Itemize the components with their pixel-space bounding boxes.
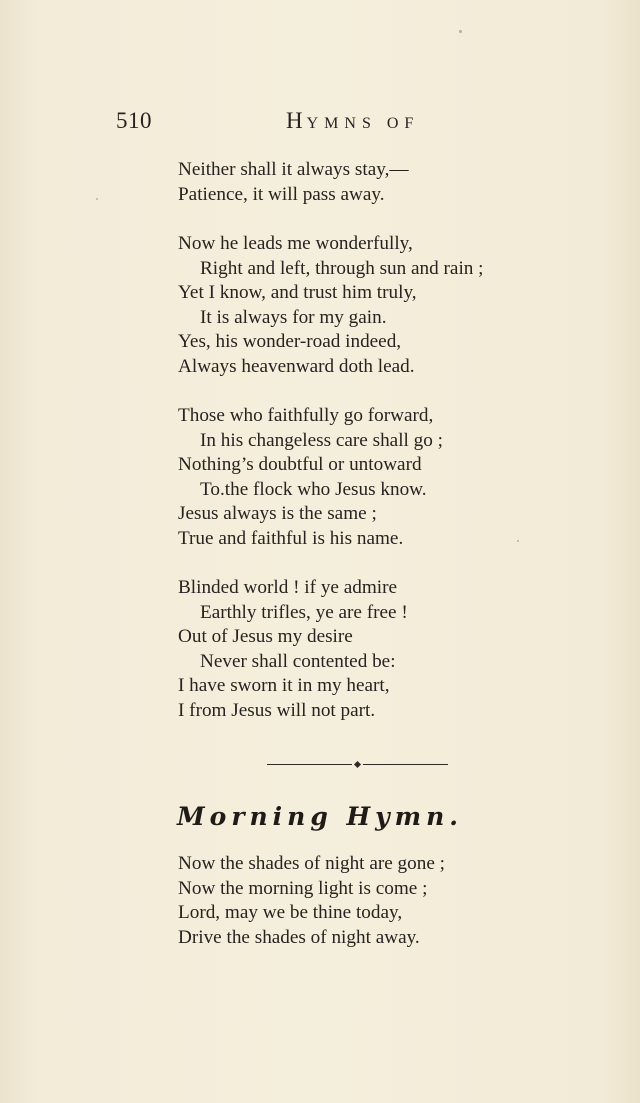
verse-line: Those who faithfully go forward, [178, 405, 434, 426]
verse-line: Out of Jesus my desire [178, 626, 353, 647]
verse-line: True and faithful is his name. [178, 527, 404, 549]
verse-line: Now the shades of night are gone ; [178, 853, 445, 874]
verse-line: Lord, may we be thine today, [178, 902, 403, 923]
morning-hymn-stanza [178, 852, 578, 950]
verse-line: Always heavenward doth lead. [178, 355, 415, 377]
ornamental-divider [267, 762, 448, 768]
divider-rule-left [267, 764, 352, 765]
verse-line: I have sworn it in my heart, [178, 675, 390, 696]
ink-speck [96, 198, 98, 200]
verse-line: Now the morning light is come ; [178, 877, 428, 899]
verse-line: Yet I know, and trust him truly, [178, 282, 417, 303]
verse-line: Now he leads me wonderfully, [178, 233, 413, 254]
stanza-1 [178, 158, 578, 207]
stanza-3 [178, 404, 578, 551]
hymn-title: Morning Hymn. [176, 802, 464, 831]
page-header [0, 108, 640, 138]
stanza-4 [178, 576, 578, 723]
verse-line: Jesus always is the same ; [178, 503, 377, 524]
diamond-ornament-icon [354, 761, 361, 768]
verse-line: Never shall contented be: [200, 650, 396, 672]
verse-line: Nothing’s doubtful or untoward [178, 454, 422, 475]
verse-line: Blinded world ! if ye admire [178, 577, 397, 598]
verse-line: Yes, his wonder-road indeed, [178, 331, 402, 352]
verse-line: In his changeless care shall go ; [200, 429, 443, 451]
verse-line: Patience, it will pass away. [178, 183, 385, 205]
page-number: 510 [116, 108, 152, 133]
verse-line: Neither shall it always stay,— [178, 159, 409, 180]
ink-speck [459, 30, 462, 33]
verse-line: I from Jesus will not part. [178, 699, 376, 721]
verse-line: To.the flock who Jesus know. [200, 478, 427, 500]
running-head-initial: H [286, 108, 307, 133]
stanza-2 [178, 232, 578, 379]
verse-line: Drive the shades of night away. [178, 926, 420, 948]
running-head [286, 108, 419, 137]
verse-line: It is always for my gain. [200, 306, 387, 328]
verse-line: Right and left, through sun and rain ; [200, 257, 484, 279]
divider-rule-right [363, 764, 448, 765]
running-head-rest: YMNS OF [306, 115, 420, 132]
verse-line: Earthly trifles, ye are free ! [200, 601, 408, 623]
